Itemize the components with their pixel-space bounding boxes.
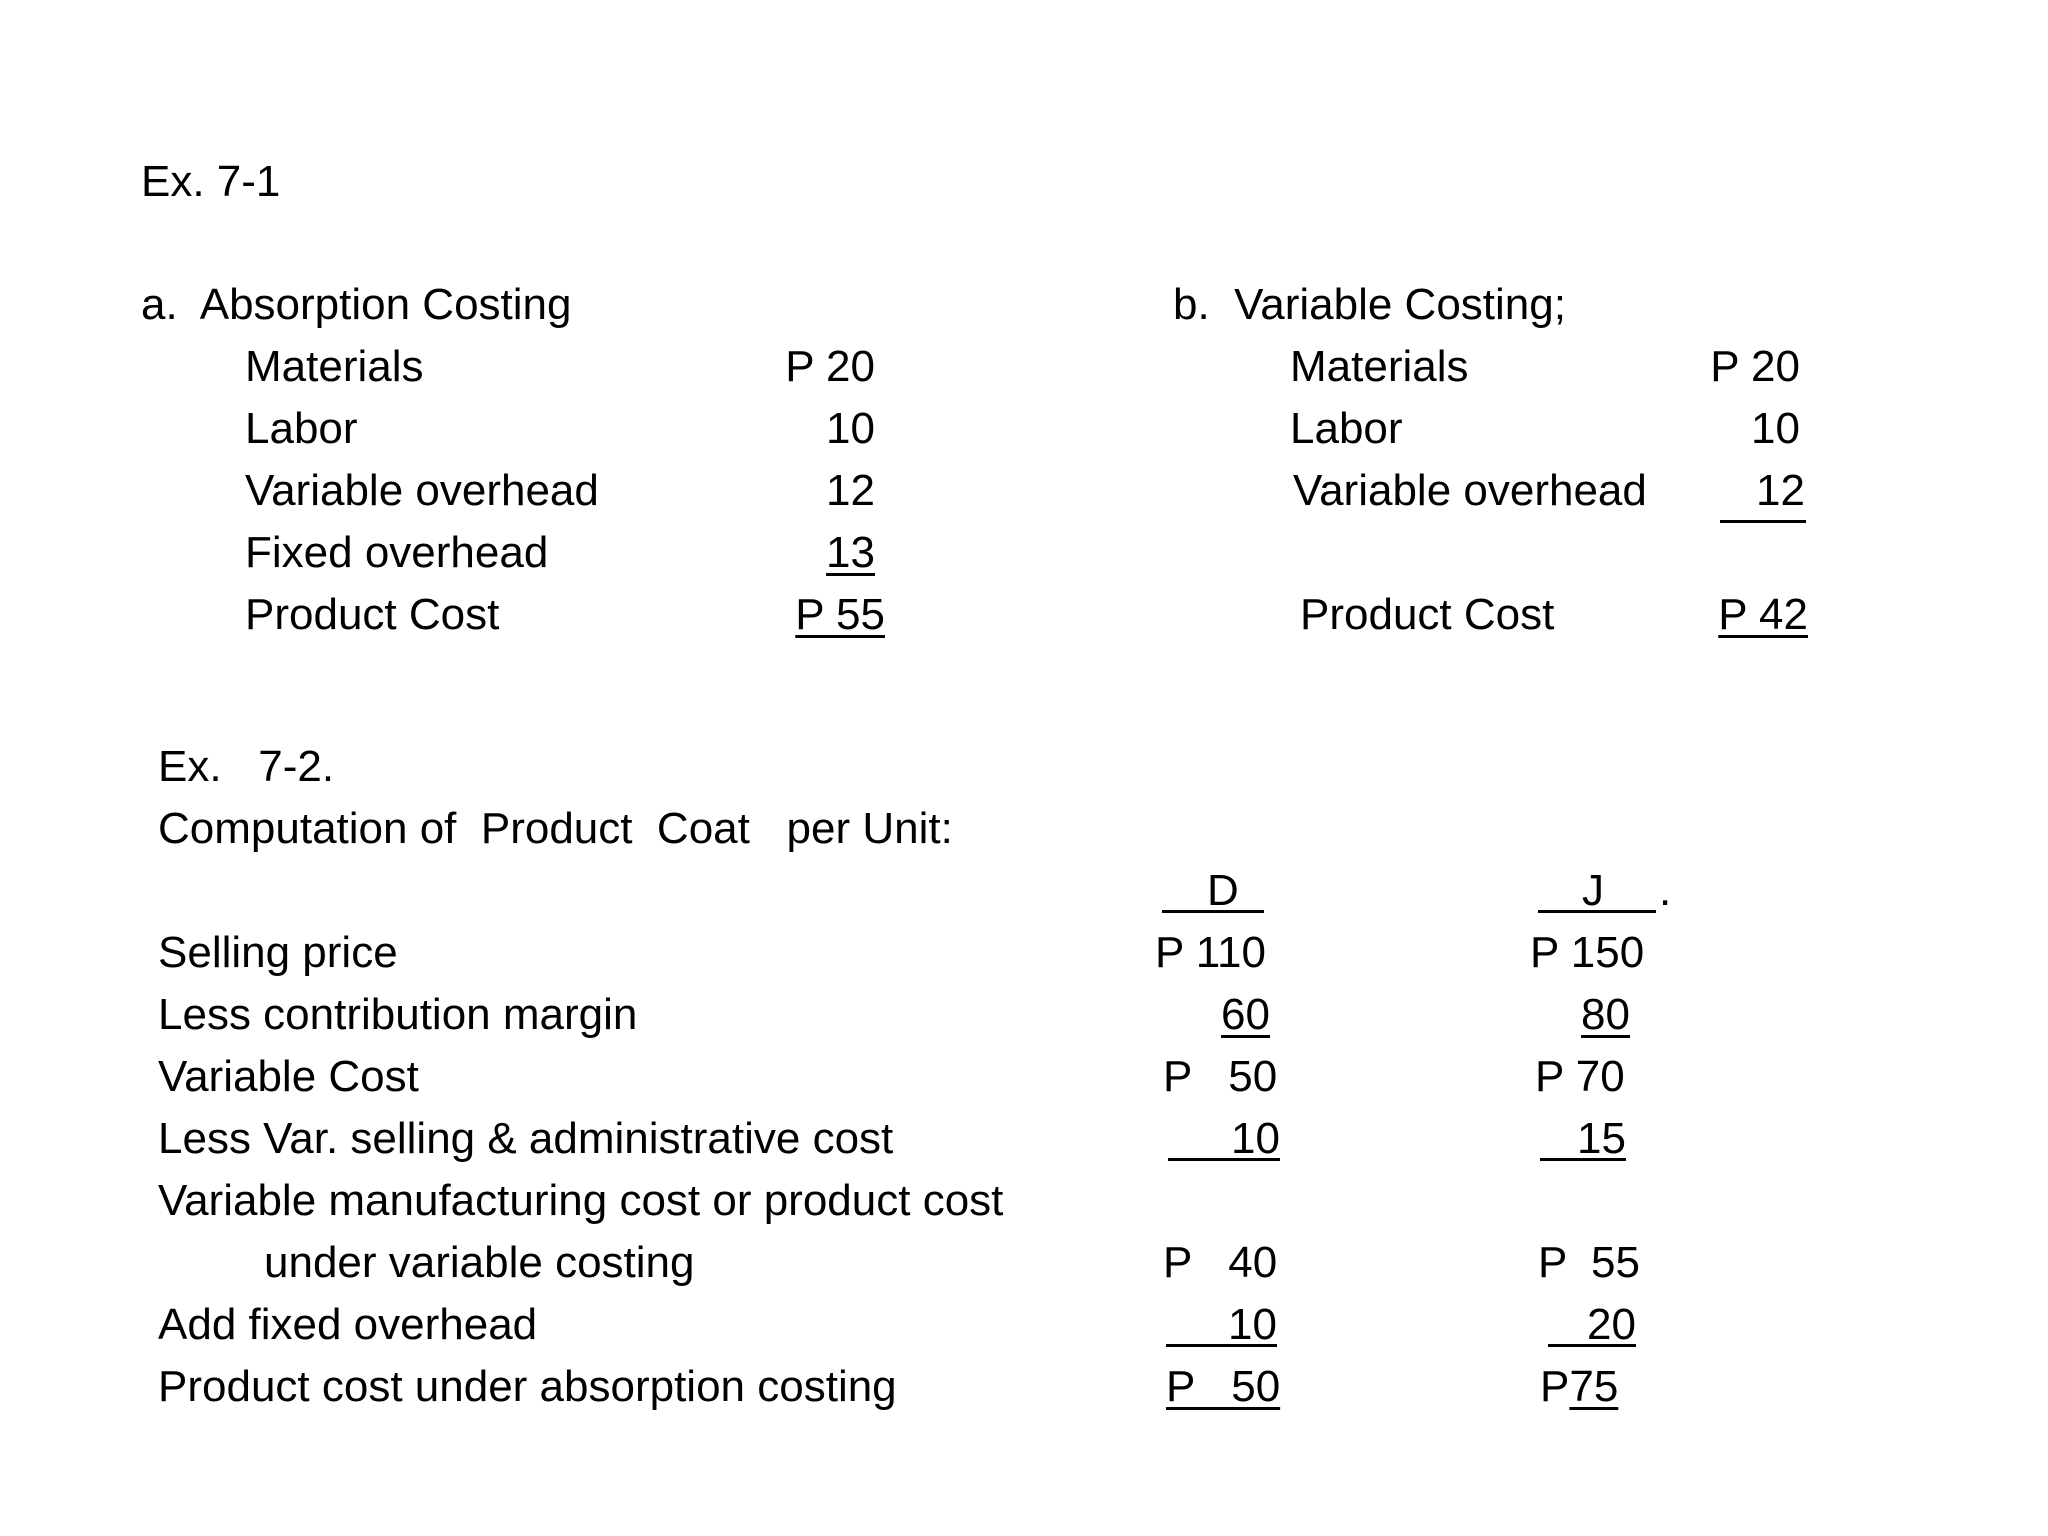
variable-product-cost-value: P 42 bbox=[1718, 590, 1808, 639]
absorption-row-label: Labor bbox=[245, 404, 358, 453]
variable-row-label: Variable overhead bbox=[1293, 466, 1647, 515]
var-selling-d-underline bbox=[1168, 1158, 1280, 1161]
table-cell-j: P 55 bbox=[1538, 1238, 1640, 1287]
absorption-fixed-overhead-value: 13 bbox=[826, 528, 875, 577]
table-row-label: Less Var. selling & administrative cost bbox=[158, 1114, 894, 1163]
absorption-row-value: 10 bbox=[826, 404, 875, 453]
table-cell-j: P 150 bbox=[1530, 928, 1645, 977]
absorption-row-value bbox=[760, 590, 885, 639]
variable-row-label: Labor bbox=[1290, 404, 1403, 453]
var-selling-j-underline bbox=[1540, 1158, 1626, 1161]
table-row-label: Product cost under absorption costing bbox=[158, 1362, 897, 1411]
absorption-row-value: P 20 bbox=[785, 342, 875, 391]
column-header-d: D bbox=[1207, 866, 1239, 915]
table-cell-j bbox=[1540, 1362, 1619, 1411]
variable-row-label: Materials bbox=[1290, 342, 1469, 391]
column-j-underline bbox=[1538, 910, 1656, 913]
contribution-margin-j: 80 bbox=[1581, 990, 1630, 1039]
table-row-label: Variable manufacturing cost or product cost bbox=[158, 1176, 1004, 1225]
table-cell-j: 15 bbox=[1577, 1114, 1626, 1163]
ex2-subtitle: Computation of Product Coat per Unit: bbox=[158, 804, 953, 853]
variable-overhead-underline bbox=[1720, 520, 1806, 523]
table-cell-d: 10 bbox=[1228, 1300, 1277, 1349]
absorption-total-d: P 50 bbox=[1166, 1362, 1281, 1411]
absorption-total-j: 75 bbox=[1569, 1362, 1619, 1411]
absorption-total-j-prefix: P bbox=[1540, 1362, 1570, 1411]
table-cell-d bbox=[1166, 1362, 1281, 1411]
column-header-dot: . bbox=[1659, 866, 1672, 915]
absorption-row-value bbox=[740, 528, 875, 577]
variable-row-value: 12 bbox=[1756, 466, 1805, 515]
table-row-label: Less contribution margin bbox=[158, 990, 638, 1039]
column-d-underline bbox=[1162, 910, 1264, 913]
table-cell-d: P 50 bbox=[1163, 1052, 1278, 1101]
table-cell-d: P 40 bbox=[1163, 1238, 1278, 1287]
table-cell-j: P 70 bbox=[1535, 1052, 1625, 1101]
absorption-row-label: Product Cost bbox=[245, 590, 500, 639]
ex2-title: Ex. 7-2. bbox=[158, 742, 335, 791]
variable-row-label: Product Cost bbox=[1300, 590, 1555, 639]
variable-row-value: P 20 bbox=[1710, 342, 1800, 391]
table-cell-j: 20 bbox=[1587, 1300, 1636, 1349]
absorption-row-label: Fixed overhead bbox=[245, 528, 549, 577]
ex1-title: Ex. 7-1 bbox=[141, 157, 281, 206]
absorption-row-label: Materials bbox=[245, 342, 424, 391]
fixed-overhead-d-underline bbox=[1166, 1344, 1277, 1347]
table-row-label: Variable Cost bbox=[158, 1052, 419, 1101]
contribution-margin-d: 60 bbox=[1221, 990, 1270, 1039]
absorption-row-value: 12 bbox=[826, 466, 875, 515]
absorption-row-label: Variable overhead bbox=[245, 466, 599, 515]
table-row-label: Selling price bbox=[158, 928, 398, 977]
column-header-j: J bbox=[1582, 866, 1604, 915]
table-cell-d: P 110 bbox=[1155, 928, 1266, 977]
absorption-product-cost-value: P 55 bbox=[795, 590, 885, 639]
table-row-label: under variable costing bbox=[264, 1238, 695, 1287]
variable-row-value: 10 bbox=[1751, 404, 1800, 453]
table-cell-d: 10 bbox=[1231, 1114, 1280, 1163]
fixed-overhead-j-underline bbox=[1548, 1344, 1636, 1347]
table-cell-j bbox=[1530, 990, 1630, 1039]
variable-row-value bbox=[1660, 590, 1808, 639]
table-row-label: Add fixed overhead bbox=[158, 1300, 538, 1349]
absorption-heading: a. Absorption Costing bbox=[141, 280, 572, 329]
variable-heading: b. Variable Costing; bbox=[1173, 280, 1566, 329]
table-cell-d bbox=[1150, 990, 1270, 1039]
